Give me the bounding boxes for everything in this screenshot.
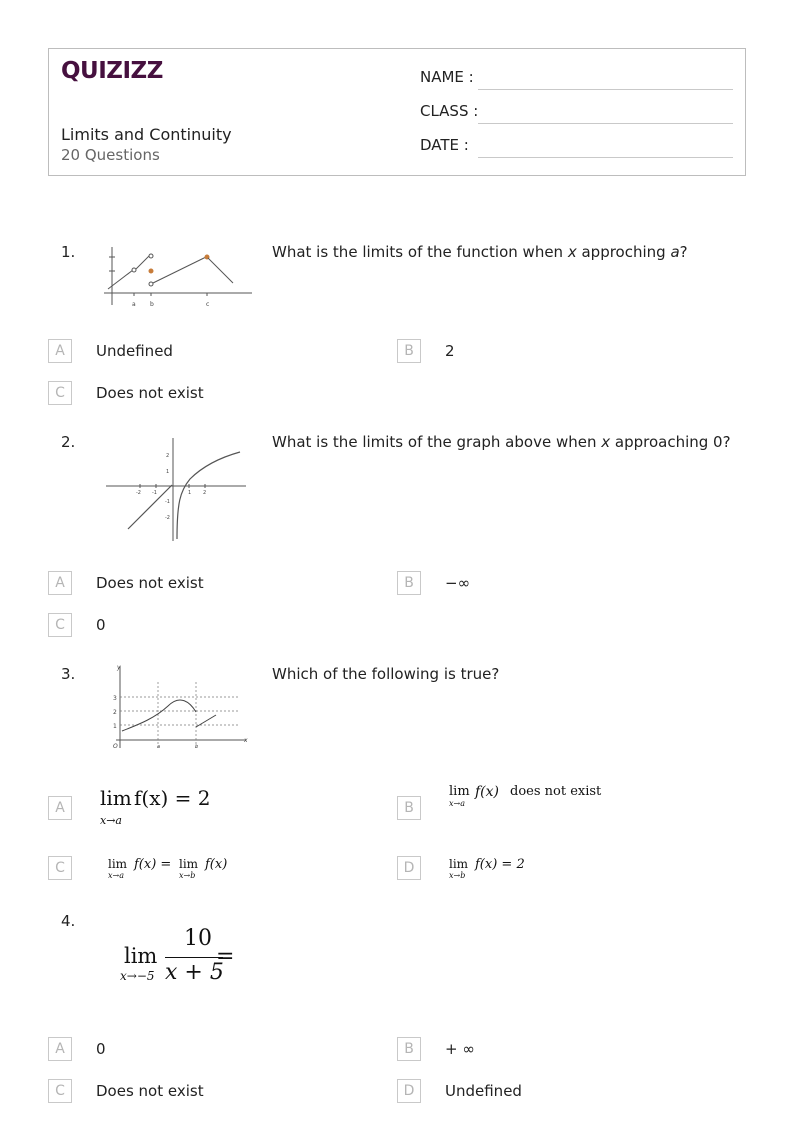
class-label: CLASS :: [420, 102, 479, 120]
q3-option-a-formula: lim x→a f(x) = 2: [100, 786, 211, 827]
q2-option-b-text: −∞: [445, 574, 471, 592]
question-1-text: What is the limits of the function when x approching a?: [272, 243, 688, 261]
question-count: 20 Questions: [61, 146, 160, 164]
question-4-formula: lim x→−5 10 x + 5 =: [120, 926, 235, 985]
q3-origin-label: O: [113, 743, 118, 750]
q2-xtick-m2: -2: [136, 490, 141, 496]
question-2-number: 2.: [61, 433, 76, 451]
q3-option-d-formula: lim x→b f(x) = 2: [449, 857, 525, 880]
q2-xtick-m1: -1: [152, 490, 157, 496]
q3-ytick-3: 3: [113, 695, 117, 702]
q1-tick-b: b: [150, 301, 154, 308]
worksheet-title: Limits and Continuity: [61, 125, 232, 144]
q3-ytick-2: 2: [113, 709, 117, 716]
question-3-text: Which of the following is true?: [272, 665, 500, 683]
q2-ytick-1: 1: [166, 469, 170, 475]
q1-option-a-text: Undefined: [96, 342, 173, 360]
question-3-graph: [100, 662, 252, 754]
q2-option-c-box[interactable]: C: [48, 613, 72, 637]
q1-option-b-text: 2: [445, 342, 455, 360]
q2-option-c-text: 0: [96, 616, 106, 634]
question-4-number: 4.: [61, 912, 76, 930]
question-1-number: 1.: [61, 243, 76, 261]
q3-option-b-formula: lim x→a f(x) does not exist: [449, 784, 602, 808]
date-field[interactable]: [478, 157, 733, 158]
q2-ytick-m2: -2: [165, 515, 170, 521]
q2-xtick-2: 2: [203, 490, 207, 496]
q4-option-c-text: Does not exist: [96, 1082, 204, 1100]
q3-y-axis-label: y: [117, 664, 121, 671]
q2-option-b-box[interactable]: B: [397, 571, 421, 595]
q2-option-a-box[interactable]: A: [48, 571, 72, 595]
name-label: NAME :: [420, 68, 474, 86]
q1-option-b-box[interactable]: B: [397, 339, 421, 363]
question-2-text: What is the limits of the graph above when x approaching 0?: [272, 433, 731, 451]
class-field[interactable]: [478, 123, 733, 124]
question-3-number: 3.: [61, 665, 76, 683]
q1-option-a-box[interactable]: A: [48, 339, 72, 363]
q4-option-d-text: Undefined: [445, 1082, 522, 1100]
name-field[interactable]: [478, 89, 733, 90]
q2-ytick-m1: -1: [165, 499, 170, 505]
q4-option-b-text: + ∞: [445, 1040, 475, 1058]
q3-ytick-1: 1: [113, 723, 117, 730]
q3-xtick-b: b: [195, 744, 199, 750]
q1-tick-a: a: [132, 301, 136, 308]
question-1-graph: [100, 243, 256, 311]
q4-option-c-box[interactable]: C: [48, 1079, 72, 1103]
q3-option-b-box[interactable]: B: [397, 796, 421, 820]
q4-option-a-box[interactable]: A: [48, 1037, 72, 1061]
q3-xtick-a: a: [157, 744, 161, 750]
q2-xtick-1: 1: [188, 490, 192, 496]
q3-option-a-box[interactable]: A: [48, 796, 72, 820]
q1-option-c-text: Does not exist: [96, 384, 204, 402]
q3-option-d-box[interactable]: D: [397, 856, 421, 880]
q2-ytick-2: 2: [166, 453, 170, 459]
q4-option-a-text: 0: [96, 1040, 106, 1058]
q3-x-axis-label: x: [244, 737, 248, 744]
q3-option-c-formula: lim x→a f(x) = lim x→b f(x): [108, 857, 228, 880]
q1-tick-c: c: [206, 301, 210, 308]
date-label: DATE :: [420, 136, 469, 154]
q4-option-d-box[interactable]: D: [397, 1079, 421, 1103]
q4-option-b-box[interactable]: B: [397, 1037, 421, 1061]
q1-option-c-box[interactable]: C: [48, 381, 72, 405]
quizizz-logo: QUIZIZZ: [61, 58, 163, 84]
q2-option-a-text: Does not exist: [96, 574, 204, 592]
question-2-graph: [100, 433, 250, 545]
q3-option-c-box[interactable]: C: [48, 856, 72, 880]
